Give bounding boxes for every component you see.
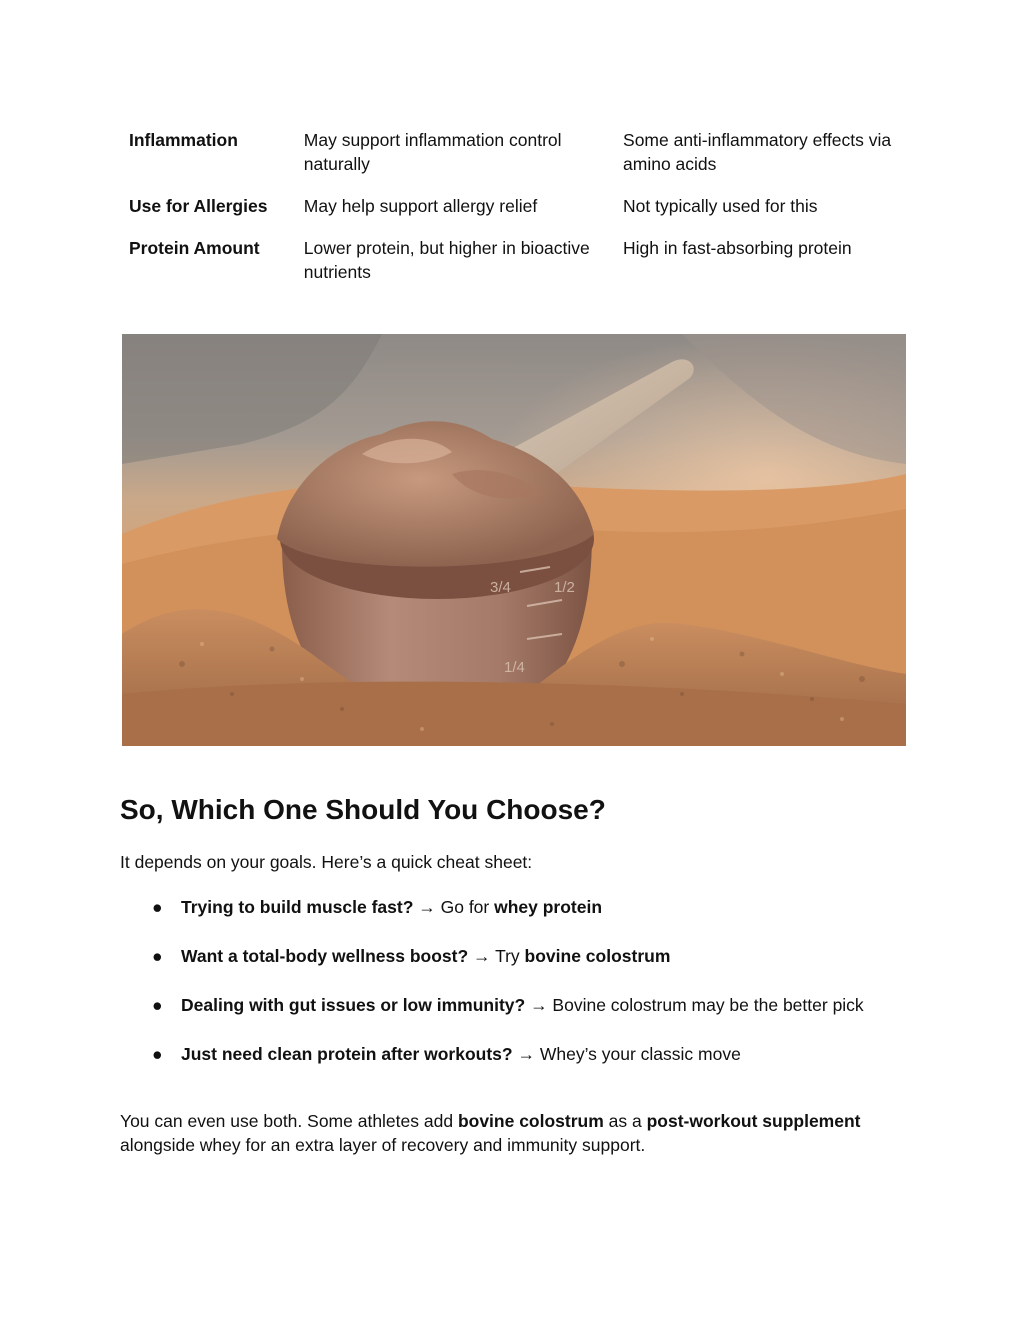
list-item xyxy=(120,944,920,993)
colostrum-cell: May help support allergy relief xyxy=(303,196,538,216)
bullet-icon: ● xyxy=(152,897,163,917)
list-item xyxy=(120,895,920,944)
protein-powder-scoop-image xyxy=(122,334,906,746)
colostrum-cell: May support inflammation control naturally xyxy=(303,130,562,174)
bullet-icon: ● xyxy=(152,1044,163,1064)
table-row xyxy=(121,234,906,300)
list-item-answer: bovine colostrum xyxy=(524,946,671,966)
list-item-connector: → Try xyxy=(468,946,525,966)
list-item-connector: → Bovine colostrum may be the better pick xyxy=(525,995,864,1015)
cheat-sheet-list xyxy=(120,895,920,1091)
list-item-answer: whey protein xyxy=(494,897,603,917)
list-item-question: Trying to build muscle fast? xyxy=(181,897,414,917)
list-item-question: Want a total-body wellness boost? xyxy=(181,946,469,966)
list-item-question: Dealing with gut issues or low immunity? xyxy=(181,995,526,1015)
list-item-question: Just need clean protein after workouts? xyxy=(181,1044,513,1064)
comparison-table xyxy=(121,126,906,300)
feature-cell: Use for Allergies xyxy=(129,196,268,216)
whey-cell: High in fast-absorbing protein xyxy=(623,238,852,258)
closing-paragraph xyxy=(120,1109,920,1157)
closing-text: as a xyxy=(603,1111,647,1131)
list-item-connector: → Whey’s your classic move xyxy=(512,1044,741,1064)
feature-cell: Inflammation xyxy=(129,130,238,150)
list-item xyxy=(120,1042,920,1091)
bullet-icon: ● xyxy=(152,946,163,966)
bullet-icon: ● xyxy=(152,995,163,1015)
scoop-mark-quarter: 1/4 xyxy=(504,659,525,676)
scoop-mark-half: 1/2 xyxy=(554,579,575,596)
intro-paragraph: It depends on your goals. Here’s a quick cheat sheet: xyxy=(120,852,533,872)
list-item-connector: → Go for xyxy=(413,897,495,917)
closing-emphasis: bovine colostrum xyxy=(457,1111,604,1131)
scoop-mark-three-quarter: 3/4 xyxy=(490,579,511,596)
colostrum-cell: Lower protein, but higher in bioactive nutrients xyxy=(303,238,590,282)
table-row xyxy=(121,126,906,192)
section-heading: So, Which One Should You Choose? xyxy=(120,794,606,825)
feature-cell: Protein Amount xyxy=(129,238,260,258)
whey-cell: Some anti-inflammatory effects via amino acids xyxy=(623,130,892,174)
whey-cell: Not typically used for this xyxy=(623,196,818,216)
closing-emphasis: post-workout supplement xyxy=(646,1111,861,1131)
table-row xyxy=(121,192,906,234)
closing-text: alongside whey for an extra layer of recovery and immunity support. xyxy=(120,1135,646,1155)
closing-text: You can even use both. Some athletes add xyxy=(120,1111,458,1131)
list-item xyxy=(120,993,920,1042)
